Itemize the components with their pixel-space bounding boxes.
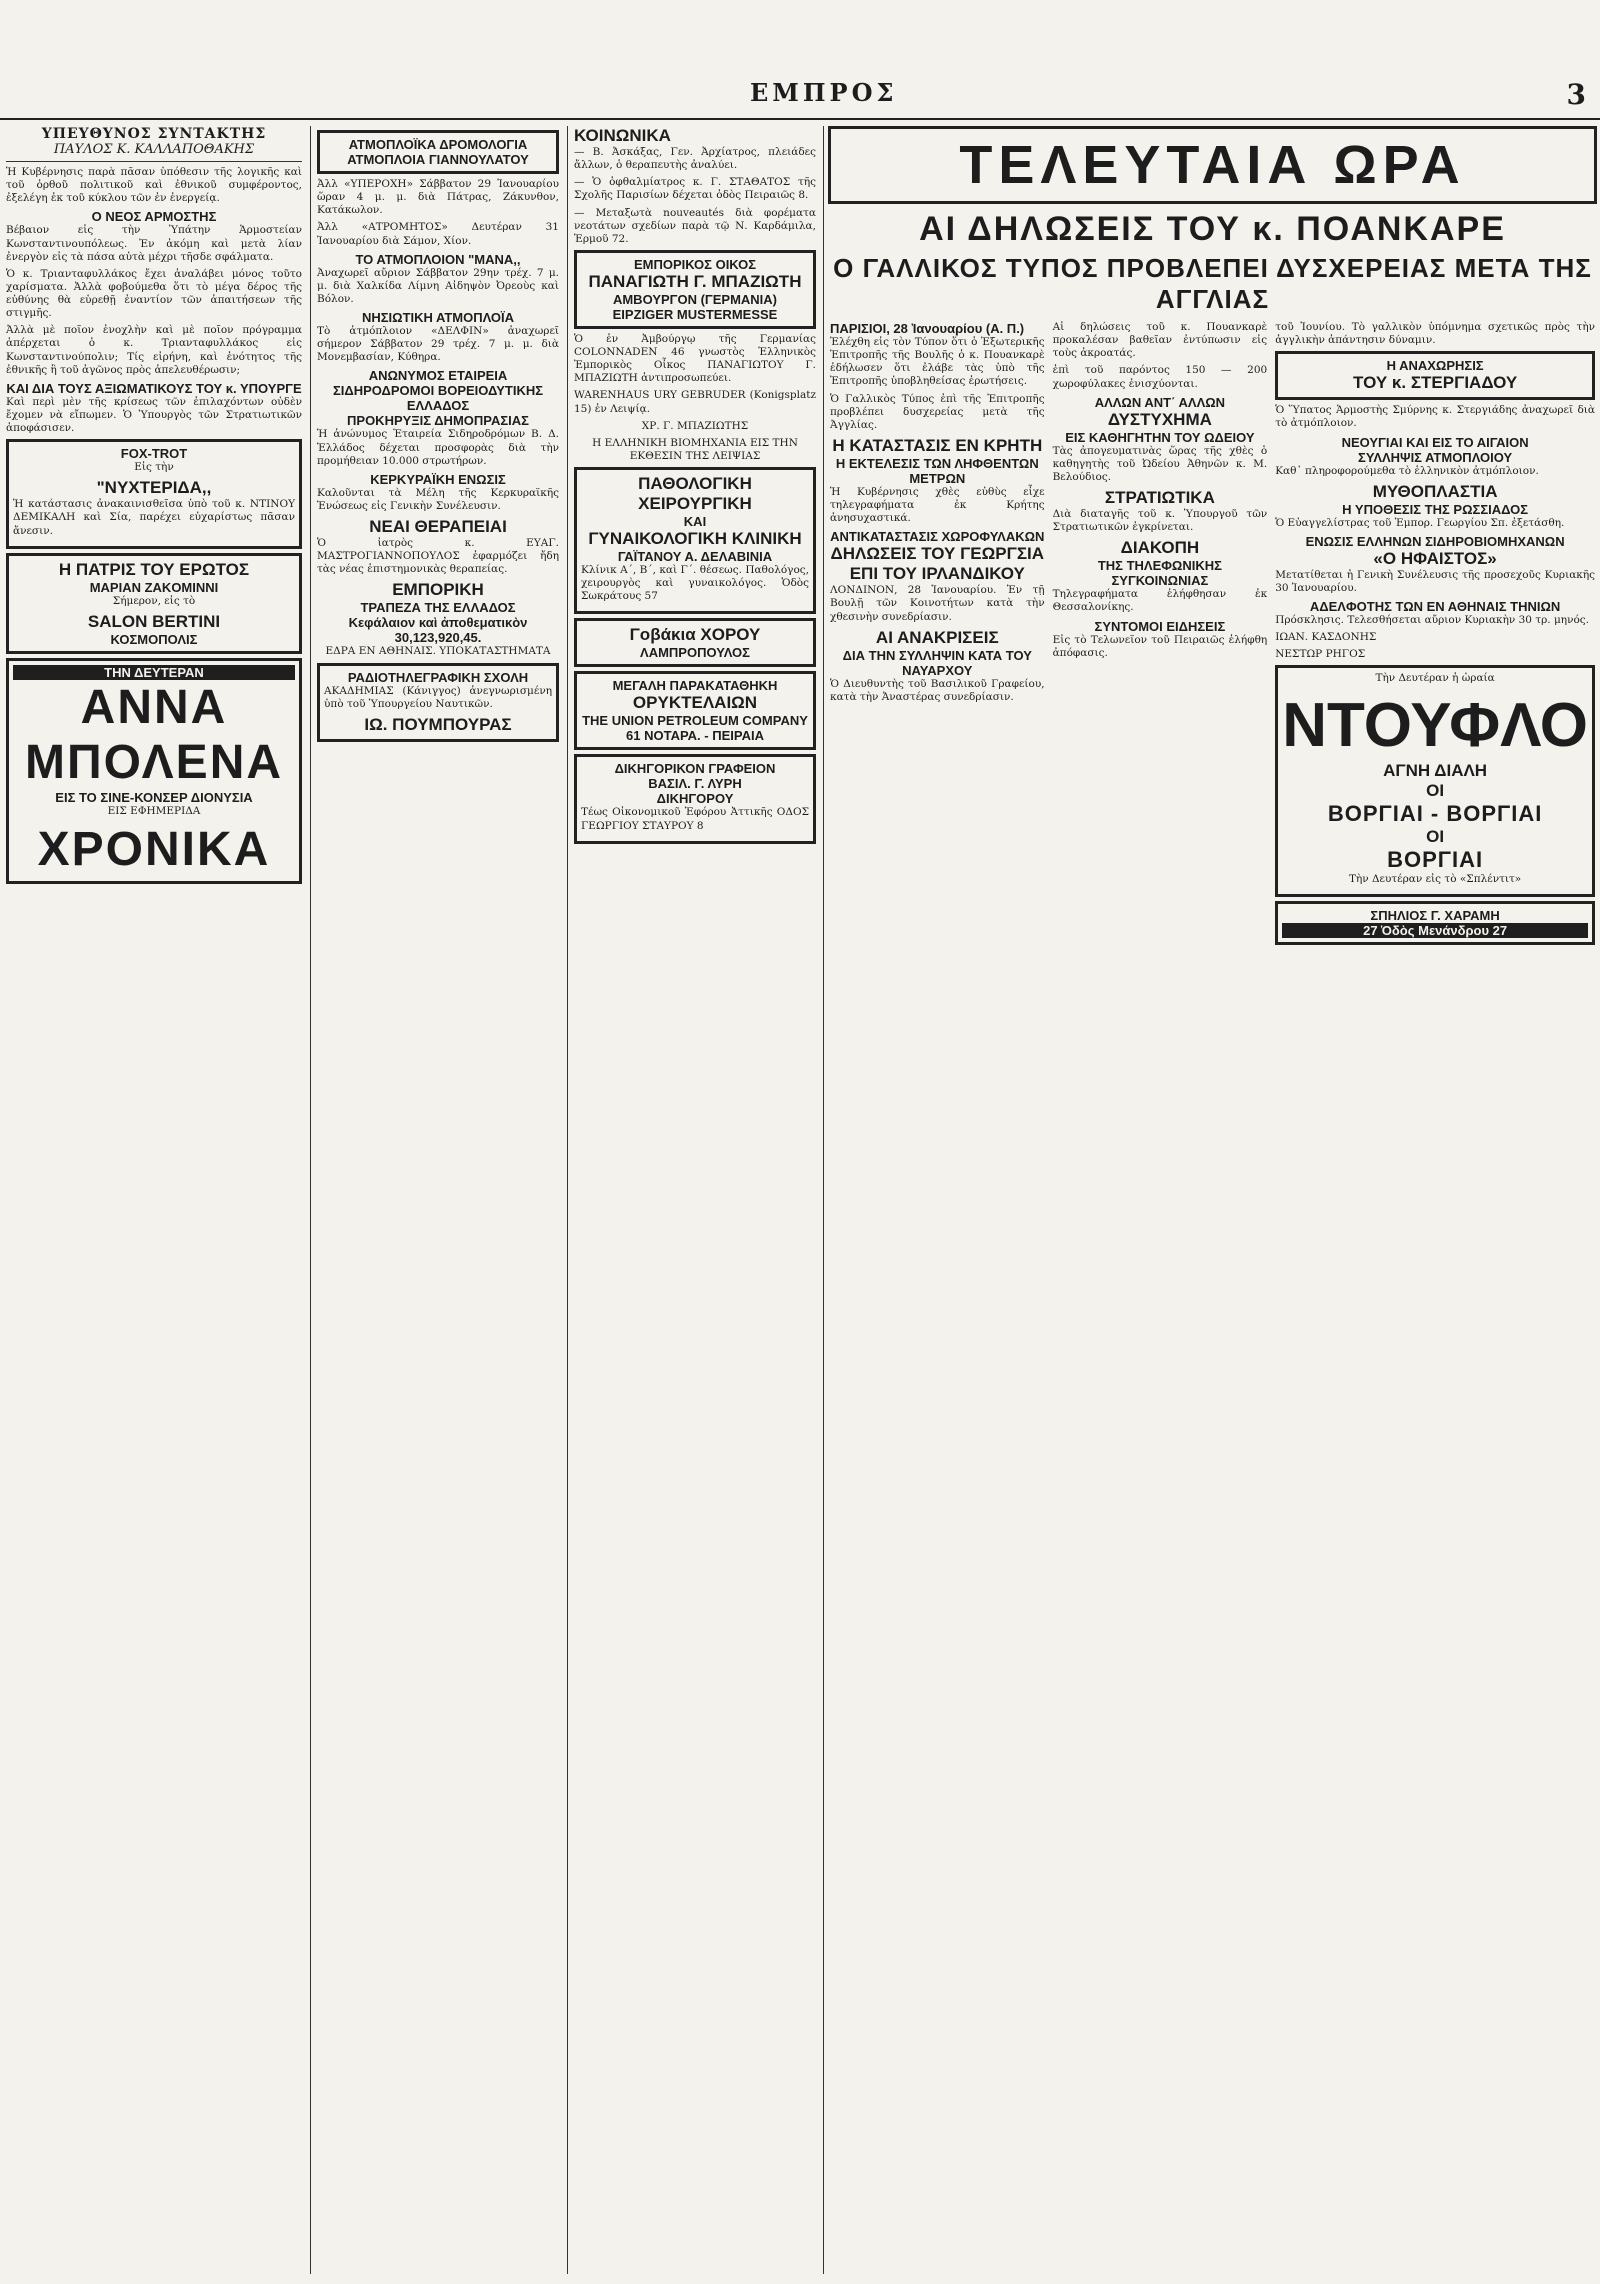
stergiadis-box [1275, 351, 1595, 400]
section-heading: ΔΙΑ ΤΗΝ ΣΥΛΛΗΨΙΝ ΚΑΤΑ ΤΟΥ ΝΑΥΑΡΧΟΥ [842, 647, 1032, 678]
article-text: Ἡ Κυβέρνησις χθὲς εὐθὺς εἶχε τηλεγραφήματα ἐκ Κρήτης ἀνησυχαστικά. [830, 485, 1045, 525]
ad-time: Τὴν Δευτέραν ἡ ὡραία [1375, 672, 1495, 685]
signature: ΧΡ. Γ. ΜΠΑΖΙΩΤΗΣ [641, 419, 749, 432]
section-heading: ΤΟΥ κ. ΣΤΕΡΓΙΑΔΟΥ [1353, 373, 1518, 393]
section-heading: ΕΙΣ ΚΑΘΗΓΗΤΗΝ ΤΟΥ ΩΔΕΙΟΥ [1065, 429, 1255, 445]
section-heading: ΑΛΛΩΝ ΑΝΤ΄ ΑΛΛΩΝ [1094, 394, 1226, 410]
section-heading: ΣΙΔΗΡΟΔΡΟΜΟΙ ΒΟΡΕΙΟΔΥΤΙΚΗΣ ΕΛΛΑΔΟΣ [332, 383, 544, 414]
ad-title: Η ΠΑΤΡΙΣ ΤΟΥ ΕΡΩΤΟΣ [58, 559, 250, 579]
article-text: Ἀλλ «ΑΤΡΟΜΗΤΟΣ» Δευτέραν 31 Ἰανουαρίου διὰ Σάμον, Χίον. [317, 221, 559, 247]
right-col-2 [1053, 321, 1268, 949]
section-heading: ΑΜΒΟΥΡΓΟΝ (ΓΕΡΜΑΝΙΑ) [612, 291, 778, 307]
page-number: 3 [1566, 78, 1586, 111]
bank-capital: Κεφάλαιον καὶ ἀποθεματικὸν 30,123,920,45. [348, 615, 528, 646]
doctor-ad [1275, 901, 1595, 945]
article-text: ΕΔΡΑ ΕΝ ΑΘΗΝΑΙΣ. ΥΠΟΚΑΤΑΣΤΗΜΑΤΑ [325, 645, 551, 658]
section-heading: ΤΟ ΑΤΜΟΠΛΟΙΟΝ "ΜΑΝΑ,, [355, 251, 521, 267]
ad-nyxterida [6, 439, 302, 549]
section-heading: ΙΩ. ΠΟΥΜΠΟΥΡΑΣ [364, 714, 512, 734]
article-heading: Ο ΝΕΟΣ ΑΡΜΟΣΤΗΣ [91, 209, 217, 225]
article-text: Ἡ ἀνώνυμος Ἑταιρεία Σιδηροδρόμων Β. Δ. Ἑλλάδος δέχεται προσφορὰς διὰ τὴν προμήθειαν 10.000 στρωτήρων. [317, 428, 559, 467]
column-1 [0, 126, 308, 2274]
article-text: Ὁ κ. Τριανταφυλλάκος ἔχει ἀναλάβει μόνος τοῦτο χαρίσματα. Ἀλλὰ φοβούμεθα ὅτι τὸ μέγα δέρος τῆς εὐθύνης θὰ εὑρεθῇ ἐναντίον τῶν ἀπαιτήσεων τῆς στιγμῆς. [6, 267, 302, 320]
section-heading: ΑΝΤΙΚΑΤΑΣΤΑΣΙΣ ΧΩΡΟΦΥΛΑΚΩΝ [830, 529, 1045, 545]
dateline: ΠΑΡΙΣΙΟΙ, 28 Ἰανουαρίου (Α. Π.) [830, 321, 1025, 336]
section-heading: ΑΤΜΟΠΛΟΙΑ ΓΙΑΝΝΟΥΛΑΤΟΥ [347, 152, 529, 167]
article-text: Ὁ Γαλλικὸς Τύπος ἐπὶ τῆς Ἐπιτροπῆς προβλέπει δυσχερείας μετὰ τῆς Ἀγγλίας. [830, 392, 1045, 431]
section-heading: ΟΡΥΚΤΕΛΑΙΩΝ [632, 693, 758, 713]
section-heading: ΑΝΩΝΥΜΟΣ ΕΤΑΙΡΕΙΑ [368, 368, 508, 384]
shipping-box [317, 130, 559, 174]
section-heading: Η ΕΚΤΕΛΕΣΙΣ ΤΩΝ ΛΗΦΘΕΝΤΩΝ ΜΕΤΡΩΝ [835, 455, 1039, 486]
article-text: Τηλεγραφήματα ἐλήφθησαν ἐκ Θεσσαλονίκης. [1052, 588, 1268, 614]
section-heading: ΒΑΣΙΛ. Γ. ΛΥΡΗ [648, 776, 742, 792]
section-heading: ΚΑΙ [683, 514, 707, 529]
ad-sub: Σήμερον, εἰς τὸ [112, 594, 196, 607]
article-text: Καλοῦνται τὰ Μέλη τῆς Κερκυραϊκῆς Ἑνώσεως εἰς Γενικὴν Συνέλευσιν. [317, 486, 559, 512]
section-heading: ΠΑΝΑΓΙΩΤΗ Γ. ΜΠΑΖΙΩΤΗ [588, 271, 802, 291]
banner-title: ΤΕΛΕΥΤΑΙΑ ΩΡΑ [959, 135, 1466, 195]
ad-head: ΤΗΝ ΔΕΥΤΕΡΑΝ [13, 665, 295, 680]
article-text: Εἰς τὸ Τελωνεῖον τοῦ Πειραιῶς ἐλήφθη ἀπόφασις. [1052, 633, 1268, 659]
article-text: ΑΚΑΔΗΜΙΑΣ (Κάνιγγος) ἀνεγνωρισμένη ὑπὸ τοῦ Ὑπουργείου Ναυτικῶν. [324, 684, 552, 710]
section-heading: Η ΑΝΑΧΩΡΗΣΙΣ [1386, 358, 1484, 374]
article-text: — Μεταξωτὰ nouveautés διὰ φορέματα νεοτάτων σχεδίων παρὰ τῷ Ν. Καρδάμιλα, Ἑρμοῦ 72. [574, 206, 816, 245]
editor-name: ΠΑΥΛΟΣ Κ. ΚΑΛΛΑΠΟΘΑΚΗΣ [53, 142, 255, 157]
article-text: Ὁ ἐν Ἀμβούργῳ τῆς Γερμανίας COLONNADEN 46 γνωστὸς Ἑλληνικὸς Ἐμπορικὸς Οἶκος ΠΑΝΑΓΙΩΤΟΥ Γ. ΜΠΑΖΙΩΤΗ ἀντιπροσωπεύει. [574, 332, 816, 385]
ad-name: ΝΤΟΥΦΛΟ [1282, 690, 1589, 760]
column-2 [310, 126, 565, 2274]
right-col-1 [830, 321, 1045, 949]
ad-title: "ΝΥΧΤΕΡΙΔΑ,, [96, 478, 212, 498]
section-heading: ΚΟΙΝΩΝΙΚΑ [574, 126, 671, 145]
radio-school-box [317, 663, 559, 742]
ad-name: ΒΟΡΓΙΑΙ [1387, 846, 1484, 872]
right-columns [824, 315, 1600, 949]
section-heading: ΡΑΔΙΟΤΗΛΕΓΡΑΦΙΚΗ ΣΧΟΛΗ [347, 669, 529, 685]
article-text: WARENHAUS URY GEBRUDER (Konigsplatz 15) ἐν Λειψίᾳ. [574, 389, 816, 415]
banner [828, 126, 1597, 204]
signature: ΙΩΑΝ. ΚΑΣΔΟΝΗΣ [1275, 631, 1377, 644]
headline: ΑΙ ΔΗΛΩΣΕΙΣ ΤΟΥ κ. ΠΟΑΝΚΑΡΕ [919, 210, 1506, 248]
masthead [0, 0, 1600, 120]
article-text: Ἀλλ «ΥΠΕΡΟΧΗ» Σάββατον 29 Ἰανουαρίου ὥραν 4 μ. μ. διὰ Πάτρας, Ζάκυνθον, Κατάκωλον. [317, 178, 559, 217]
section-heading: ΔΙΚΗΓΟΡΟΥ [656, 791, 734, 807]
article-text: Καὶ περὶ μὲν τῆς κρίσεως τῶν ἐπιλαχόντων οὐδὲν ἔχομεν νὰ εἴπωμεν. Ὁ Ὑπουργὸς τῶν Στρατιωτικῶν ἀποφάσισεν. [6, 395, 302, 434]
section-heading: 61 ΝΟΤΑΡΑ. - ΠΕΙΡΑΙΑ [626, 728, 764, 744]
article-text: Κλίνικ Α΄, Β΄, καὶ Γ΄. θέσεως. Παθολόγος, χειρουργὸς καὶ γυναικολόγος. Ὁδὸς Σωκράτους 57 [581, 564, 809, 603]
editor-label: ΥΠΕΥΘΥΝΟΣ ΣΥΝΤΑΚΤΗΣ [41, 126, 267, 142]
section-heading: ΕΜΠΟΡΙΚΗ [392, 580, 484, 600]
section-heading: EIPZIGER MUSTERMESSE [612, 306, 778, 322]
ad-final: Τὴν Δευτέραν εἰς τὸ «Σπλέντιτ» [1348, 872, 1522, 885]
section-heading: ΔΗΛΩΣΕΙΣ ΤΟΥ ΓΕΩΡΓΣΙΑ ΕΠΙ ΤΟΥ ΙΡΛΑΝΔΙΚΟΥ [830, 544, 1045, 584]
article-text: Βέβαιον εἰς τὴν Ὑπάτην Ἁρμοστείαν Κωνσταντινουπόλεως. Ἐν ἀκόμη καὶ μετὰ λίαν ἐνεργὸν εἰς τὰ πάσα αὐτὰ μέχρι τῆσδε σφάλματα. [6, 224, 302, 263]
section-heading: «Ο ΗΦΑΙΣΤΟΣ» [1373, 548, 1497, 568]
ad-kosmopolis: ΚΟΣΜΟΠΟΛΙΣ [110, 631, 198, 647]
section-heading: ΔΥΣΤΥΧΗΜΑ [1107, 409, 1212, 429]
doc-addr: 27 Ὁδὸς Μενάνδρου 27 [1282, 923, 1588, 938]
right-col-3 [1275, 321, 1595, 949]
lawyer-box [574, 754, 816, 843]
ad-name: ΟΙ [1426, 780, 1445, 800]
article-text: Ὁ Ὕπατος Ἁρμοστὴς Σμύρνης κ. Στεργιάδης ἀναχωρεῖ διὰ τὸ ἀτμόπλοιον. [1275, 404, 1596, 430]
bazioti-box [574, 250, 816, 329]
section-heading: Η ΚΑΤΑΣΤΑΣΙΣ ΕΝ ΚΡΗΤΗ [832, 435, 1043, 455]
section-heading: ΤΡΑΠΕΖΑ ΤΗΣ ΕΛΛΑΔΟΣ [360, 600, 516, 616]
section-heading: ΚΕΡΚΥΡΑΪΚΗ ΕΝΩΣΙΣ [370, 471, 506, 487]
section-heading: ΑΙ ΑΝΑΚΡΙΣΕΙΣ [875, 627, 999, 647]
article-text: ΛΟΝΔΙΝΟΝ, 28 Ἰανουαρίου. Ἐν τῇ Βουλῇ τῶν Κοινοτήτων κατὰ τὴν χθεσινὴν συνεδρίασιν. [830, 584, 1045, 623]
ad-paper: ΧΡΟΝΙΚΑ [37, 822, 271, 876]
shoes-box [574, 618, 816, 667]
article-text: Τὰς ἀπογευματινὰς ὥρας τῆς χθὲς ὁ καθηγητὴς τοῦ Ὠδείου Ἀθηνῶν κ. Μ. Βελούδιος. [1052, 444, 1268, 483]
section-heading: ΑΤΜΟΠΛΟΪΚΑ ΔΡΟΜΟΛΟΓΙΑ [348, 137, 528, 152]
section-heading: ΤΗΣ ΤΗΛΕΦΩΝΙΚΗΣ ΣΥΓΚΟΙΝΩΝΙΑΣ [1097, 558, 1222, 589]
article-text: Τέως Οἰκονομικοῦ Ἐφόρου Ἀττικῆς ΟΔΟΣ ΓΕΩΡΓΙΟΥ ΣΤΑΥΡΟΥ 8 [581, 806, 809, 832]
article-text: — Ὁ ὀφθαλμίατρος κ. Γ. ΣΤΑΘΑΤΟΣ τῆς Σχολῆς Παρισίων δέχεται ὁδὸς Πειραιῶς 8. [574, 176, 816, 202]
ad-anna [6, 658, 302, 884]
ad-sub: Εἰς τὴν [134, 461, 174, 474]
article-text: Ὁ ἰατρὸς κ. ΕΥΑΓ. ΜΑΣΤΡΟΓΙΑΝΝΟΠΟΥΛΟΣ ἐφαρμόζει ἤδη τὰς νέας ἐπιστημονικὰς θεραπείας. [317, 537, 559, 576]
article-heading: ΚΑΙ ΔΙΑ ΤΟΥΣ ΑΞΙΩΜΑΤΙΚΟΥΣ ΤΟΥ κ. ΥΠΟΥΡΓΕ [6, 380, 302, 396]
section-heading: ΜΕΓΑΛΗ ΠΑΡΑΚΑΤΑΘΗΚΗ [612, 678, 778, 694]
ad-pub: ΕΙΣ ΕΦΗΜΕΡΙΔΑ [107, 804, 201, 817]
ad-label: FOX-TROT [120, 446, 188, 462]
ad-patris [6, 553, 302, 654]
section-heading: ΕΜΠΟΡΙΚΟΣ ΟΙΚΟΣ [633, 256, 757, 272]
paper-name: ΕΜΠΡΟΣ [750, 78, 898, 107]
section-heading: ΣΥΝΤΟΜΟΙ ΕΙΔΗΣΕΙΣ [1094, 618, 1226, 634]
section-heading: ΝΕΑΙ ΘΕΡΑΠΕΙΑΙ [369, 517, 507, 536]
article-text: Τὸ ἀτμόπλοιον «ΔΕΛΦΙΝ» ἀναχωρεῖ σήμερον Σάββατον 29 τρέχ. 7 μ. μ. διὰ Μονεμβασίαν, Κύθηρα. [317, 325, 559, 364]
section-heading: ΓΑΪΤΑΝΟΥ Α. ΔΕΛΑΒΙΝΙΑ [617, 549, 773, 564]
right-section [823, 126, 1600, 2274]
section-heading: THE UNION PETROLEUM COMPANY [582, 713, 808, 729]
ad-name: ΑΓΝΗ ΔΙΑΛΗ [1383, 760, 1488, 780]
article-text: Ὁ Διευθυντὴς τοῦ Βασιλικοῦ Γραφείου, κατὰ τὴν Ἀναστέρας συνεδρίασιν. [830, 677, 1045, 703]
ad-sub: ΕΙΣ ΤΟ ΣΙΝΕ-ΚΟΝΣΕΡ ΔΙΟΝΥΣΙΑ [55, 789, 253, 805]
section-heading: ΝΗΣΙΩΤΙΚΗ ΑΤΜΟΠΛΟΪΑ [361, 310, 515, 325]
section-heading: ΠΑΘΟΛΟΓΙΚΗ ΧΕΙΡΟΥΡΓΙΚΗ [638, 474, 752, 513]
article-text: Ἐλέχθη εἰς τὸν Τύπον ὅτι ὁ Ἐξωτερικῆς Ἐπιτροπῆς τῆς Βουλῆς ὁ κ. Πουανκαρὲ ἐδήλωσεν ὅτι ἐλάβε τὰς ὑπὸ τῆς Ἐπιτροπῆς ὑποβληθείσας ἐρωτήσεις. [830, 336, 1045, 388]
section-heading: ΓΥΝΑΙΚΟΛΟΓΙΚΗ ΚΛΙΝΙΚΗ [588, 529, 802, 548]
section-heading: Γοβάκια ΧΟΡΟΥ [629, 625, 761, 645]
section-heading: ΛΑΜΠΡΟΠΟΥΛΟΣ [640, 645, 750, 661]
section-heading: Η ΥΠΟΘΕΣΙΣ ΤΗΣ ΡΩΣΣΙΑΔΟΣ [1342, 501, 1529, 517]
article-text: Μετατίθεται ἡ Γενικὴ Συνέλευσις τῆς προσεχοῦς Κυριακῆς 30 Ἰανουαρίου. [1275, 568, 1596, 594]
article-text: Η ΕΛΛΗΝΙΚΗ ΒΙΟΜΗΧΑΝΙΑ ΕΙΣ ΤΗΝ ΕΚΘΕΣΙΝ ΤΗΣ ΛΕΙΨΙΑΣ [592, 436, 798, 462]
section-heading: ΕΝΩΣΙΣ ΕΛΛΗΝΩΝ ΣΙΔΗΡΟΒΙΟΜΗΧΑΝΩΝ [1305, 533, 1565, 549]
divider [6, 161, 302, 162]
article-text: Ἡ Κυβέρνησις παρὰ πᾶσαν ὑπόθεσιν τῆς λογικῆς καὶ τοῦ ὀρθοῦ πολιτικοῦ καὶ ἐθνικοῦ συμφέροντος, ἐξελέγη ἐκ τοῦ κύκλου τῶν ἐν ἐνεργείᾳ. [6, 166, 302, 205]
article-text: Ἀλλὰ μὲ ποῖον ἐνοχλὴν καὶ μὲ ποῖον πρόγραμμα ἀπέρχεται ὁ κ. Τριανταφυλλάκος εἰς Κωνσταντινούπολιν; Τίς εἰρήνη, καὶ ἐνότητος τῆς ἐθνικῆς ἢ τοῦ ἀγῶνος πρὸς ἀπελευθέρωσιν; [6, 324, 302, 376]
section-heading: ΠΡΟΚΗΡΥΞΙΣ ΔΗΜΟΠΡΑΣΙΑΣ [347, 413, 529, 429]
ad-name: ΟΙ [1426, 826, 1445, 846]
ad-text: Ἡ κατάστασις ἀνακαινισθεῖσα ὑπὸ τοῦ κ. ΝΤΙΝΟΥ ΔΕΜΙΚΑΛΗ καὶ Σία, παρέχει εὐχαρίστως πᾶσαν ἄνεσιν. [13, 498, 295, 537]
doc-title: ΣΠΗΛΙΟΣ Γ. ΧΑΡΑΜΗ [1370, 907, 1500, 923]
article-text: Διὰ διαταγῆς τοῦ κ. Ὑπουργοῦ τῶν Στρατιωτικῶν ἐγκρίνεται. [1052, 508, 1268, 534]
article-text: — Β. Ἀσκάξας, Γεν. Ἀρχίατρος, πλειάδες ἄλλων, ὁ θεραπευτὴς ἀναλύει. [574, 146, 816, 172]
column-3 [567, 126, 822, 2274]
ad-place: SALON BERTINI [87, 611, 221, 631]
section-heading: ΝΕΟΥΓΙΑΙ ΚΑΙ ΕΙΣ ΤΟ ΑΙΓΑΙΟΝ [1341, 434, 1529, 450]
headline: Ο ΓΑΛΛΙΚΟΣ ΤΥΠΟΣ ΠΡΟΒΛΕΠΕΙ ΔΥΣΧΕΡΕΙΑΣ ΜΕΤΑ ΤΗΣ ΑΓΓΛΙΑΣ [833, 253, 1592, 314]
ad-sub: ΜΑΡΙΑΝ ZAKOMINNI [89, 579, 219, 595]
ad-title: ΑΝΝΑ ΜΠΟΛΕΝΑ [24, 680, 284, 789]
article-text: Καθ᾽ πληροφορούμεθα τὸ ἑλληνικὸν ἀτμόπλοιον. [1275, 464, 1539, 477]
article-text: Ὁ Εὐαγγελίστρας τοῦ Ἐμπορ. Γεωργίου Σπ. ἐξετάσθη. [1275, 516, 1565, 529]
section-heading: ΜΥΘΟΠΛΑΣΤΙΑ [1372, 481, 1498, 501]
section-heading: ΑΔΕΛΦΟΤΗΣ ΤΩΝ ΕΝ ΑΘΗΝΑΙΣ ΤΗΝΙΩΝ [1309, 599, 1561, 614]
article-text: ἐπὶ τοῦ παρόντος 150 — 200 χωροφύλακες ἐνισχύονται. [1052, 364, 1268, 390]
section-heading: ΣΥΛΛΗΨΙΣ ΑΤΜΟΠΛΟΙΟΥ [1358, 449, 1513, 465]
ad-name: ΒΟΡΓΙΑΙ - ΒΟΡΓΙΑΙ [1327, 800, 1543, 826]
section-heading: ΣΤΡΑΤΙΩΤΙΚΑ [1104, 488, 1215, 507]
article-text: τοῦ Ἰουνίου. Τὸ γαλλικὸν ὑπόμνημα σχετικῶς πρὸς τὴν ἀγγλικὴν ἀπάντησιν δύναμιν. [1275, 321, 1596, 347]
article-text: Ἀναχωρεῖ αὔριον Σάββατον 29ην τρέχ. 7 μ. μ. διὰ Χαλκίδα Λίμνη Αἰδηψὸν Ὀρεοὺς καὶ Βόλον. [317, 266, 559, 305]
article-text: Πρόσκλησις. Τελεσθήσεται αὔριον Κυριακὴν 30 τρ. μηνός. [1275, 614, 1590, 626]
section-heading: ΔΙΑΚΟΠΗ [1120, 538, 1200, 558]
oil-box [574, 671, 816, 750]
clinic-box [574, 467, 816, 614]
section-heading: ΔΙΚΗΓΟΡΙΚΟΝ ΓΡΑΦΕΙΟΝ [614, 761, 776, 777]
signature: ΝΕΣΤΩΡ ΡΗΓΟΣ [1275, 648, 1366, 661]
article-text: Αἱ δηλώσεις τοῦ κ. Πουανκαρὲ προκαλέσαν βαθεῖαν ἐντύπωσιν εἰς τοὺς ἀκροατάς. [1052, 321, 1268, 360]
theatre-ad [1275, 665, 1595, 896]
